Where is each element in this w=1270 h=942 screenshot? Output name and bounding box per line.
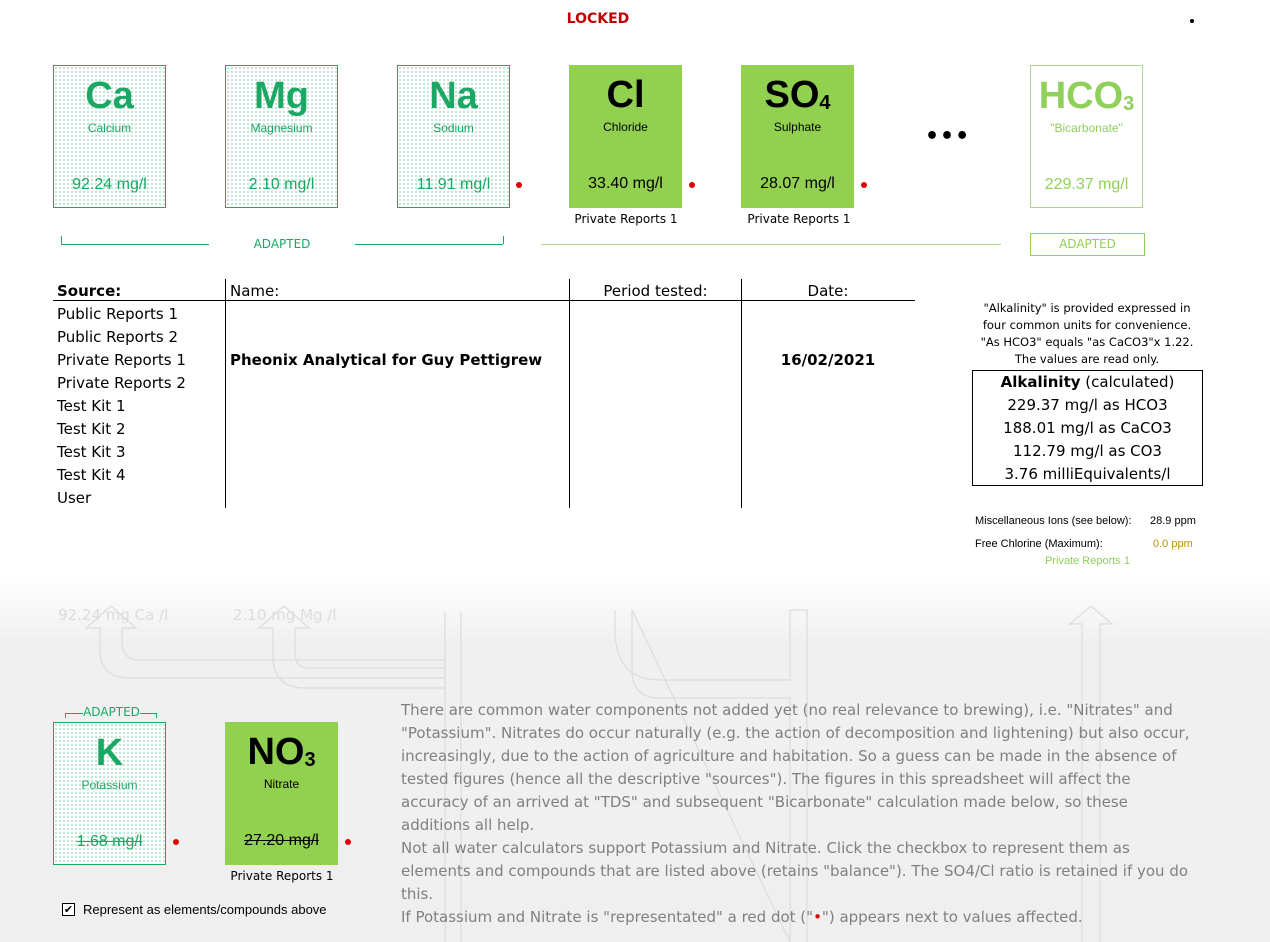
alkalinity-caco3: 188.01 mg/l as CaCO3 xyxy=(1003,419,1172,437)
marker-dot xyxy=(1190,19,1194,23)
alkalinity-hco3: 229.37 mg/l as HCO3 xyxy=(1007,396,1168,414)
k-adapted-label: ADAPTED xyxy=(83,705,140,719)
red-dot-sulphate xyxy=(861,182,867,188)
info-paragraph-2: Not all water calculators support Potassium and Nitrate. Click the checkbox to represent them as elements and compounds that are listed above (retains "balance"). The SO4/Cl ratio is retained if you do this. xyxy=(401,839,1189,903)
symbol: Mg xyxy=(254,75,309,117)
ghost-ca-value: 92.24 mg Ca /l xyxy=(58,606,169,624)
info-paragraph-1: There are common water components not added yet (no real relevance to brewing), i.e. "Nitrates" and "Potassium". Nitrates do occur naturally (e.g. the action of decomposition and lightening) but also occur, increasingly, due to the action of agriculture and habitation. So a guess can be made in the absence of tested figures (hence all the descriptive "sources"). The figures in this spreadsheet will affect the accuracy of an arrived at "TDS" and subsequent "Bicarbonate" calculation made below, so these additions all help. xyxy=(401,701,1190,834)
free-chlorine-source: Private Reports 1 xyxy=(1045,555,1130,567)
element-value: 27.20 mg/l xyxy=(244,832,319,849)
symbol: $SO_4$ xyxy=(764,74,831,116)
tile-potassium xyxy=(53,722,166,865)
k-bracket-right xyxy=(156,713,157,718)
alkalinity-co3: 112.79 mg/l as CO3 xyxy=(1013,442,1162,460)
divider-line xyxy=(541,244,1001,245)
source-row[interactable]: Private Reports 1 xyxy=(57,351,186,369)
element-value: 1.68 mg/l xyxy=(76,833,143,850)
alkalinity-meq: 3.76 milliEquivalents/l xyxy=(1004,465,1171,483)
col-divider-1 xyxy=(225,279,226,508)
symbol: $NO_3$ xyxy=(247,731,316,773)
tile-magnesium xyxy=(225,65,338,208)
locked-status: LOCKED xyxy=(566,11,630,27)
source-row[interactable]: Test Kit 4 xyxy=(57,466,126,484)
chloride-source: Private Reports 1 xyxy=(574,212,678,226)
element-value: 11.91 mg/l xyxy=(416,176,491,193)
header-date: Date: xyxy=(807,282,849,300)
source-row[interactable]: Test Kit 3 xyxy=(57,443,126,461)
element-name: Nitrate xyxy=(263,777,300,791)
source-row[interactable]: Test Kit 2 xyxy=(57,420,126,438)
source-row[interactable]: User xyxy=(57,489,92,507)
tile-sodium xyxy=(397,65,510,208)
header-source: Source: xyxy=(57,282,122,300)
tile-nitrate xyxy=(225,722,338,865)
adapted-bicarbonate-label: ADAPTED xyxy=(1030,233,1145,256)
red-dot-potassium xyxy=(173,839,179,845)
col-divider-2 xyxy=(569,279,570,508)
element-value: 2.10 mg/l xyxy=(248,176,315,193)
ghost-mg-value: 2.10 mg Mg /l xyxy=(233,606,337,624)
element-value: 229.37 mg/l xyxy=(1044,176,1129,193)
ellipsis: ••• xyxy=(925,124,971,149)
free-chlorine-label: Free Chlorine (Maximum): xyxy=(975,538,1103,550)
bracket-right-end xyxy=(503,236,504,244)
represent-checkbox[interactable]: ✔ xyxy=(63,903,74,916)
alkalinity-note: "Alkalinity" is provided expressed in four common units for convenience. "As HCO3" equals "as CaCO3"x 1.22. The values are read only. xyxy=(980,301,1194,366)
tile-chloride xyxy=(569,65,682,208)
red-dot-nitrate xyxy=(345,839,351,845)
table-header-rule xyxy=(53,300,915,301)
selected-source-name: Pheonix Analytical for Guy Pettigrew xyxy=(230,351,543,369)
free-chlorine-value: 0.0 ppm xyxy=(1153,538,1193,550)
bracket-left-end xyxy=(61,236,62,244)
represent-checkbox-label[interactable]: Represent as elements/compounds above xyxy=(83,902,327,917)
element-value: 92.24 mg/l xyxy=(72,176,147,193)
selected-source-date: 16/02/2021 xyxy=(780,351,876,369)
red-dot-chloride xyxy=(689,182,695,188)
misc-ions-value: 28.9 ppm xyxy=(1150,515,1196,527)
header-name: Name: xyxy=(230,282,280,300)
symbol: Ca xyxy=(85,75,134,117)
bracket-left-line xyxy=(61,244,209,245)
adapted-label: ADAPTED xyxy=(253,237,311,251)
nitrate-source: Private Reports 1 xyxy=(230,869,334,883)
element-name: Potassium xyxy=(81,778,138,792)
misc-ions-label: Miscellaneous Ions (see below): xyxy=(975,515,1132,527)
k-bracket-line-left xyxy=(65,713,83,714)
source-row[interactable]: Public Reports 1 xyxy=(57,305,179,323)
col-divider-3 xyxy=(741,279,742,508)
symbol: Na xyxy=(429,75,478,117)
source-row[interactable]: Private Reports 2 xyxy=(57,374,186,392)
element-name: Chloride xyxy=(603,120,648,134)
tile-sulphate xyxy=(741,65,854,208)
element-name: "Bicarbonate" xyxy=(1050,121,1123,135)
source-row[interactable]: Public Reports 2 xyxy=(57,328,179,346)
tile-bicarbonate xyxy=(1030,65,1143,208)
sulphate-source: Private Reports 1 xyxy=(747,212,851,226)
alkalinity-box xyxy=(972,370,1203,486)
element-name: Calcium xyxy=(87,121,132,135)
represent-checkbox-row[interactable] xyxy=(62,902,327,917)
symbol: $HCO_3$ xyxy=(1038,75,1135,117)
element-name: Sulphate xyxy=(773,120,822,134)
header-period: Period tested: xyxy=(603,282,708,300)
symbol: Cl xyxy=(606,74,645,116)
symbol: K xyxy=(95,732,124,774)
element-value: 33.40 mg/l xyxy=(588,175,663,192)
info-paragraph-3: If Potassium and Nitrate is "representated" a red dot ("•") appears next to values affected. xyxy=(401,908,1083,926)
source-row[interactable]: Test Kit 1 xyxy=(57,397,126,415)
bracket-right-line xyxy=(355,244,503,245)
red-dot-sodium xyxy=(516,182,522,188)
element-name: Sodium xyxy=(433,121,474,135)
element-name: Magnesium xyxy=(250,121,313,135)
k-bracket-line-right xyxy=(140,713,156,714)
tile-calcium xyxy=(53,65,166,208)
alkalinity-title: Alkalinity (calculated) xyxy=(1000,373,1175,391)
element-value: 28.07 mg/l xyxy=(760,175,835,192)
